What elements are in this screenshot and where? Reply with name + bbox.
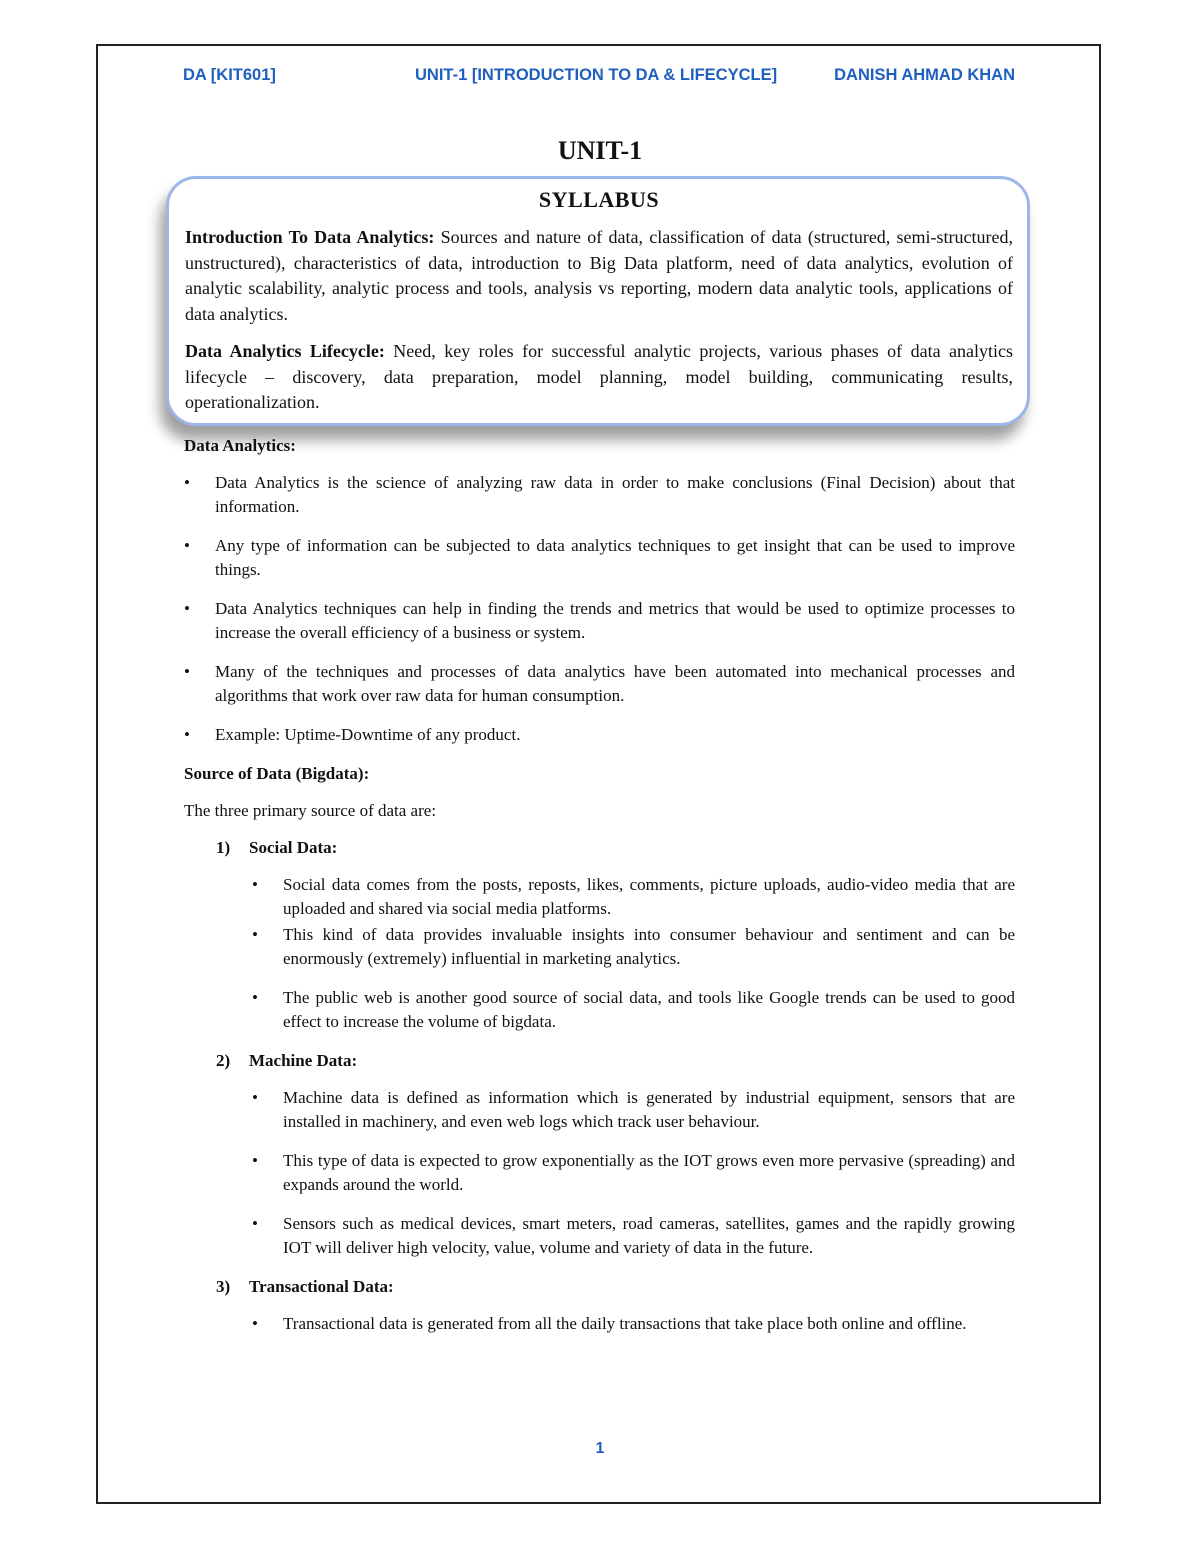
main-content <box>184 434 1015 1351</box>
page-number: 1 <box>595 1440 605 1457</box>
list-item <box>252 1149 1015 1197</box>
section-title: Machine Data: <box>249 1051 358 1070</box>
bullet-icon: • <box>252 925 258 944</box>
list-item <box>252 1312 1015 1336</box>
list-item-text: Machine data is defined as information which is generated by industrial equipment, sensors that are installed in machinery, and even web logs which track user behaviour. <box>283 1088 1015 1131</box>
syllabus-lifecycle-text: Need, key roles for successful analytic projects, various phases of data analytics lifecycle – discovery, data preparation, model planning, model building, communicating results, operationalization. <box>185 341 1013 412</box>
list-item-text: Many of the techniques and processes of data analytics have been automated into mechanical processes and algorithms that work over raw data for human consumption. <box>215 662 1015 705</box>
source-heading: Source of Data (Bigdata): <box>184 764 370 783</box>
header-course-code: DA [KIT601] <box>183 66 276 84</box>
list-item-text: Transactional data is generated from all the daily transactions that take place both online and offline. <box>283 1314 967 1333</box>
section-number: 2) <box>216 1051 231 1070</box>
source-intro: The three primary source of data are: <box>184 801 437 820</box>
bullet-icon: • <box>252 1314 258 1333</box>
bullet-icon: • <box>184 599 190 618</box>
list-item <box>184 534 1015 582</box>
bullet-icon: • <box>252 875 258 894</box>
section-number: 1) <box>216 838 231 857</box>
list-item-text: Sensors such as medical devices, smart meters, road cameras, satellites, games and the rapidly growing IOT will deliver high velocity, value, volume and variety of data in the future. <box>283 1214 1015 1257</box>
list-item <box>184 471 1015 519</box>
list-item-text: Example: Uptime-Downtime of any product. <box>215 725 521 744</box>
bullet-icon: • <box>252 1214 258 1233</box>
bullet-icon: • <box>252 1088 258 1107</box>
list-item-text: Any type of information can be subjected to data analytics techniques to get insight that can be used to improve things. <box>215 536 1015 579</box>
list-item <box>184 597 1015 645</box>
list-item <box>252 1212 1015 1260</box>
section-title: Transactional Data: <box>249 1277 394 1296</box>
syllabus-intro-paragraph <box>185 225 1013 327</box>
section-title: Social Data: <box>249 838 338 857</box>
syllabus-intro-text: Sources and nature of data, classification of data (structured, semi-structured, unstructured), characteristics of data, introduction to Big Data platform, need of data analytics, evolution of analytic scalability, analytic process and tools, analysis vs reporting, modern data analytic tools, applications of data analytics. <box>185 227 1013 324</box>
page-title: UNIT-1 <box>557 136 643 165</box>
header-unit-title: UNIT-1 [INTRODUCTION TO DA & LIFECYCLE] <box>415 66 778 84</box>
section-number: 3) <box>216 1277 231 1296</box>
bullet-icon: • <box>184 725 190 744</box>
bullet-icon: • <box>252 1151 258 1170</box>
syllabus-box <box>166 176 1030 426</box>
syllabus-lifecycle-label: Data Analytics Lifecycle: <box>185 341 385 361</box>
list-item <box>252 873 1015 921</box>
machine-data-heading <box>216 1049 1015 1073</box>
bullet-icon: • <box>184 473 190 492</box>
list-item <box>184 723 1015 747</box>
bullet-icon: • <box>184 536 190 555</box>
header-author: DANISH AHMAD KHAN <box>834 66 1015 84</box>
list-item-text: This kind of data provides invaluable insights into consumer behaviour and sentiment and can be enormously (extremely) influential in marketing analytics. <box>283 925 1015 968</box>
list-item-text: This type of data is expected to grow exponentially as the IOT grows even more pervasive (spreading) and expands around the world. <box>283 1151 1015 1194</box>
list-item-text: Data Analytics techniques can help in finding the trends and metrics that would be used to optimize processes to increase the overall efficiency of a business or system. <box>215 599 1015 642</box>
list-item-text: Social data comes from the posts, reposts, likes, comments, picture uploads, audio-video media that are uploaded and shared via social media platforms. <box>283 875 1015 918</box>
page-header <box>183 66 1015 90</box>
bullet-icon: • <box>252 988 258 1007</box>
syllabus-intro-label: Introduction To Data Analytics: <box>185 227 435 247</box>
syllabus-lifecycle-paragraph <box>185 339 1013 416</box>
list-item <box>252 923 1015 971</box>
list-item <box>252 1086 1015 1134</box>
social-data-heading <box>216 836 1015 860</box>
bullet-icon: • <box>184 662 190 681</box>
social-data-list <box>252 873 1015 1034</box>
transactional-data-list <box>252 1312 1015 1336</box>
syllabus-heading: SYLLABUS <box>538 187 660 212</box>
data-analytics-heading: Data Analytics: <box>184 436 296 455</box>
data-analytics-list <box>184 471 1015 747</box>
machine-data-list <box>252 1086 1015 1260</box>
list-item <box>252 986 1015 1034</box>
list-item-text: The public web is another good source of social data, and tools like Google trends can be used to good effect to increase the volume of bigdata. <box>283 988 1015 1031</box>
transactional-data-heading <box>216 1275 1015 1299</box>
list-item-text: Data Analytics is the science of analyzing raw data in order to make conclusions (Final Decision) about that information. <box>215 473 1015 516</box>
list-item <box>184 660 1015 708</box>
